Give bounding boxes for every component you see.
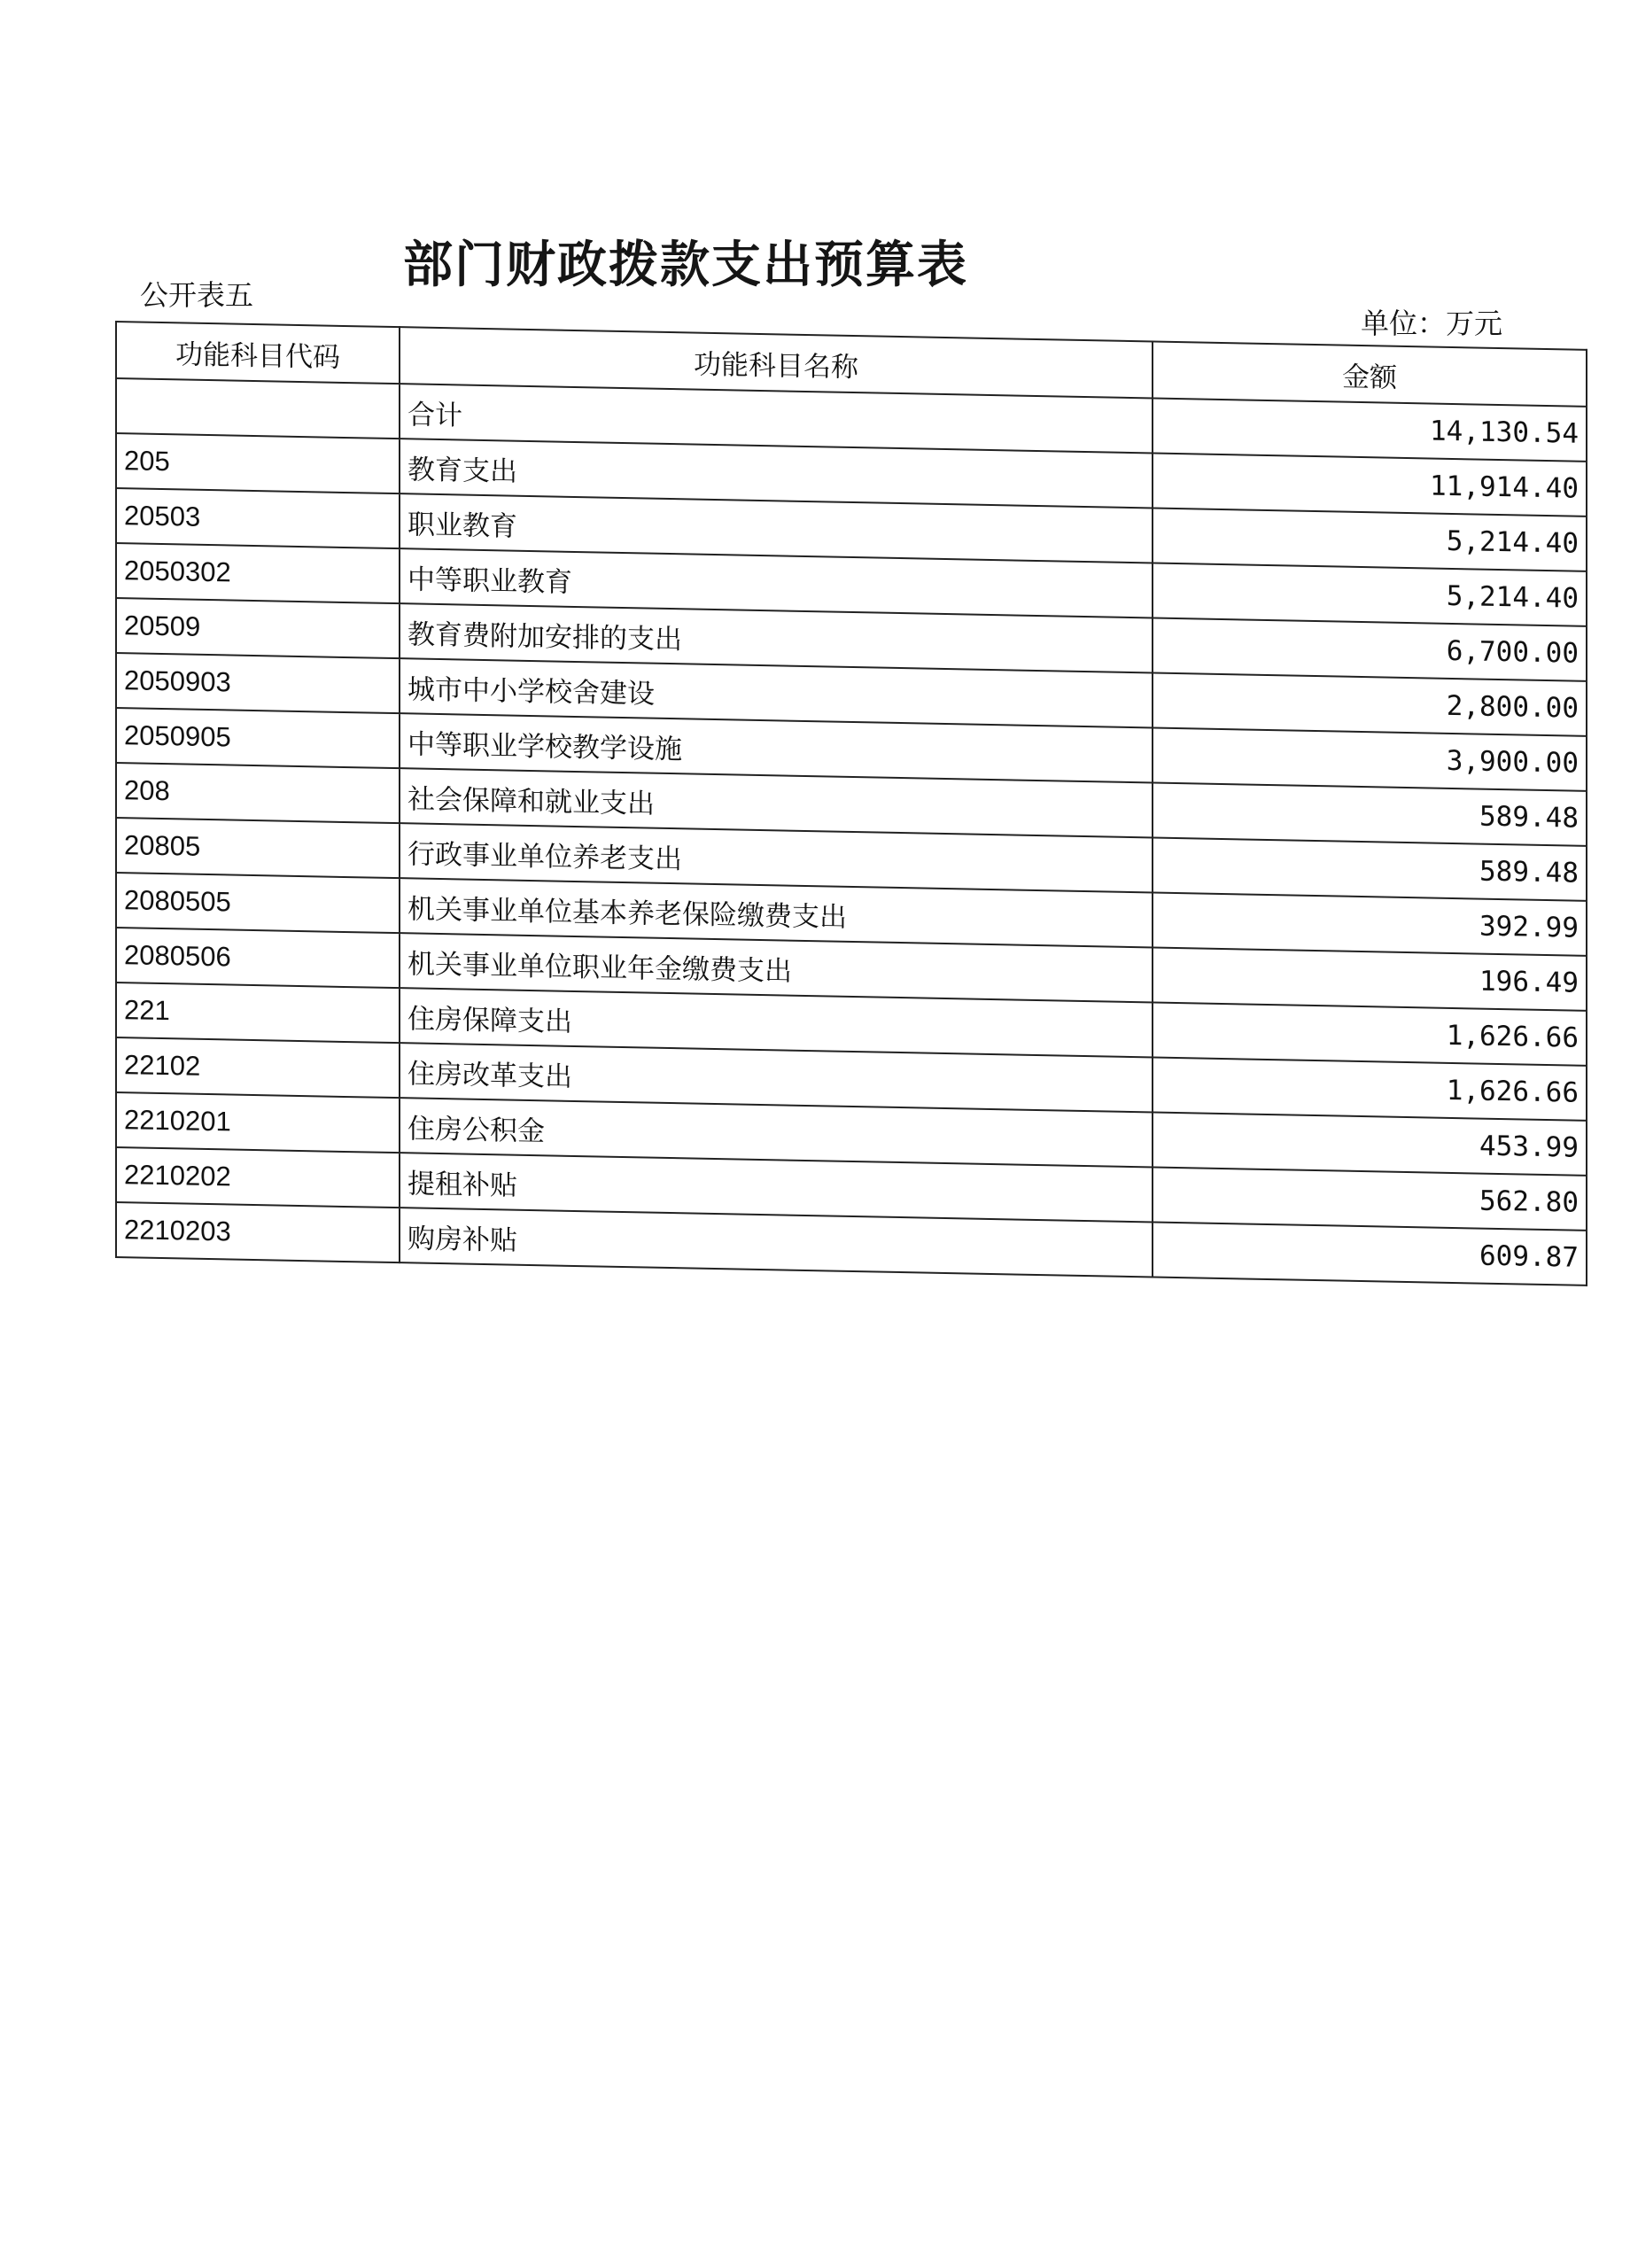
cell-name: 社会保障和就业支出 [400,768,1153,837]
cell-code: 2050302 [116,543,400,603]
cell-name: 中等职业教育 [400,548,1153,617]
cell-amount: 589.48 [1153,837,1587,900]
cell-name: 合计 [400,384,1153,453]
cell-name: 机关事业单位职业年金缴费支出 [400,933,1153,1002]
cell-code: 2210201 [116,1092,400,1153]
cell-code [116,378,400,439]
table-label: 公开表五 [140,278,254,312]
table-body [116,378,1587,1285]
cell-amount: 5,214.40 [1153,563,1587,625]
cell-name: 提租补贴 [400,1153,1153,1222]
cell-code: 2050905 [116,708,400,768]
cell-name: 职业教育 [400,493,1153,563]
header-amount: 金额 [1153,341,1587,406]
unit-label: 单位：万元 [1361,307,1503,340]
cell-amount: 6,700.00 [1153,617,1587,680]
cell-amount: 453.99 [1153,1112,1587,1175]
cell-amount: 609.87 [1153,1222,1587,1285]
cell-amount: 2,800.00 [1153,672,1587,735]
cell-code: 20503 [116,488,400,548]
cell-amount: 3,900.00 [1153,727,1587,790]
cell-code: 20805 [116,818,400,878]
cell-code: 221 [116,983,400,1043]
cell-amount: 1,626.66 [1153,1002,1587,1065]
cell-name: 教育费附加安排的支出 [400,603,1153,672]
cell-code: 2210202 [116,1147,400,1208]
cell-code: 22102 [116,1037,400,1098]
cell-name: 住房公积金 [400,1098,1153,1167]
cell-amount: 5,214.40 [1153,508,1587,571]
cell-code: 2080506 [116,928,400,988]
cell-name: 购房补贴 [400,1208,1153,1277]
cell-amount: 392.99 [1153,892,1587,955]
cell-name: 中等职业学校教学设施 [400,713,1153,782]
cell-code: 208 [116,763,400,823]
cell-code: 2210203 [116,1202,400,1262]
cell-code: 20509 [116,598,400,658]
cell-amount: 11,914.40 [1153,453,1587,516]
header-name: 功能科目名称 [400,327,1153,398]
cell-name: 教育支出 [400,439,1153,508]
cell-amount: 1,626.66 [1153,1057,1587,1120]
cell-name: 住房保障支出 [400,988,1153,1057]
cell-code: 2050903 [116,653,400,713]
page-title: 部门财政拨款支出预算表 [403,237,968,294]
cell-amount: 196.49 [1153,947,1587,1010]
cell-code: 2080505 [116,873,400,933]
cell-name: 住房改革支出 [400,1043,1153,1112]
cell-amount: 589.48 [1153,782,1587,845]
cell-amount: 562.80 [1153,1167,1587,1230]
cell-name: 城市中小学校舍建设 [400,658,1153,727]
budget-table [115,321,1587,1286]
cell-name: 行政事业单位养老支出 [400,823,1153,892]
cell-name: 机关事业单位基本养老保险缴费支出 [400,878,1153,947]
cell-code: 205 [116,433,400,493]
header-code: 功能科目代码 [116,322,400,384]
cell-amount: 14,130.54 [1153,398,1587,461]
